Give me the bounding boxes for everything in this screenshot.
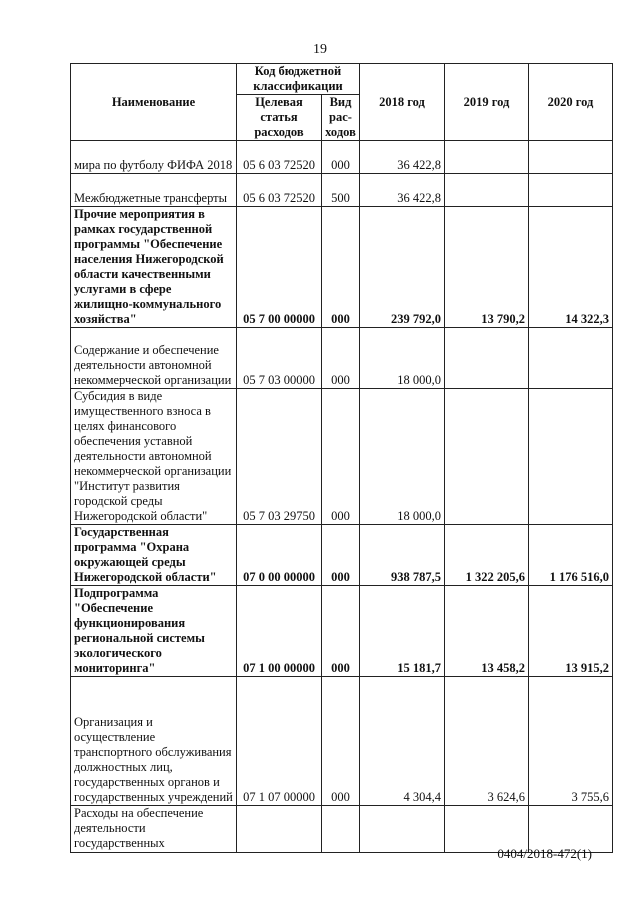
row-name: Межбюджетные трансферты — [71, 174, 237, 207]
row-value-2020: 3 755,6 — [529, 677, 613, 806]
row-value-2018: 36 422,8 — [360, 174, 445, 207]
row-target-item: 05 7 03 29750 — [237, 389, 322, 525]
table-row — [71, 207, 613, 328]
row-expense-type: 000 — [322, 525, 360, 586]
row-name: Организация и осуществление транспортного обслуживания должностных лиц, государственных органов и государственных учреждений — [71, 677, 237, 806]
row-value-2020 — [529, 141, 613, 174]
header-budget-code: Код бюджетной классификации — [237, 64, 360, 95]
row-name: Государственная программа "Охрана окружающей среды Нижегородской области" — [71, 525, 237, 586]
row-expense-type: 000 — [322, 207, 360, 328]
table-row — [71, 677, 613, 806]
row-value-2019 — [445, 389, 529, 525]
table-body — [71, 141, 613, 853]
row-expense-type: 000 — [322, 586, 360, 677]
row-target-item: 05 6 03 72520 — [237, 174, 322, 207]
row-value-2019: 13 790,2 — [445, 207, 529, 328]
table-header-row — [71, 64, 613, 95]
row-value-2020: 14 322,3 — [529, 207, 613, 328]
row-value-2020 — [529, 328, 613, 389]
table-row — [71, 328, 613, 389]
row-value-2018: 36 422,8 — [360, 141, 445, 174]
row-expense-type — [322, 806, 360, 853]
row-name: Субсидия в виде имущественного взноса в целях финансового обеспечения уставной деятельности автономной некоммерческой организации "Институт развития городской среды Нижегородской области" — [71, 389, 237, 525]
header-expense-type: Вид рас-ходов — [322, 95, 360, 141]
header-2020: 2020 год — [529, 64, 613, 141]
row-value-2018: 239 792,0 — [360, 207, 445, 328]
row-value-2018 — [360, 806, 445, 853]
row-expense-type: 000 — [322, 328, 360, 389]
row-expense-type: 000 — [322, 389, 360, 525]
row-name: Содержание и обеспечение деятельности автономной некоммерческой организации — [71, 328, 237, 389]
row-target-item: 05 7 00 00000 — [237, 207, 322, 328]
row-value-2020: 1 176 516,0 — [529, 525, 613, 586]
row-name: Расходы на обеспечение деятельности государственных — [71, 806, 237, 853]
row-target-item: 05 7 03 00000 — [237, 328, 322, 389]
row-name: Подпрограмма "Обеспечение функционирования региональной системы экологического мониторинга" — [71, 586, 237, 677]
row-expense-type: 000 — [322, 677, 360, 806]
row-value-2018: 4 304,4 — [360, 677, 445, 806]
row-target-item: 07 1 00 00000 — [237, 586, 322, 677]
row-value-2019: 3 624,6 — [445, 677, 529, 806]
row-value-2019 — [445, 141, 529, 174]
row-value-2020 — [529, 389, 613, 525]
header-2019: 2019 год — [445, 64, 529, 141]
row-target-item — [237, 806, 322, 853]
page-number: 19 — [313, 42, 327, 57]
row-target-item: 05 6 03 72520 — [237, 141, 322, 174]
table-row — [71, 586, 613, 677]
row-value-2020 — [529, 174, 613, 207]
header-target-item: Целевая статья расходов — [237, 95, 322, 141]
document-code: 0404/2018-472(1) — [497, 846, 592, 861]
table-row — [71, 174, 613, 207]
row-name: мира по футболу ФИФА 2018 — [71, 141, 237, 174]
table-row — [71, 141, 613, 174]
budget-table — [70, 63, 613, 853]
row-expense-type: 000 — [322, 141, 360, 174]
row-target-item: 07 0 00 00000 — [237, 525, 322, 586]
row-value-2018: 18 000,0 — [360, 389, 445, 525]
row-value-2018: 18 000,0 — [360, 328, 445, 389]
table-row — [71, 525, 613, 586]
row-value-2019: 13 458,2 — [445, 586, 529, 677]
row-expense-type: 500 — [322, 174, 360, 207]
row-value-2019: 1 322 205,6 — [445, 525, 529, 586]
row-target-item: 07 1 07 00000 — [237, 677, 322, 806]
row-value-2018: 15 181,7 — [360, 586, 445, 677]
row-name: Прочие мероприятия в рамках государственной программы "Обеспечение населения Нижегородской области качественными услугами в сфере жилищно-коммунального хозяйства" — [71, 207, 237, 328]
table-row — [71, 389, 613, 525]
row-value-2019 — [445, 328, 529, 389]
row-value-2019 — [445, 174, 529, 207]
header-name: Наименование — [71, 64, 237, 141]
header-2018: 2018 год — [360, 64, 445, 141]
row-value-2018: 938 787,5 — [360, 525, 445, 586]
row-value-2020: 13 915,2 — [529, 586, 613, 677]
